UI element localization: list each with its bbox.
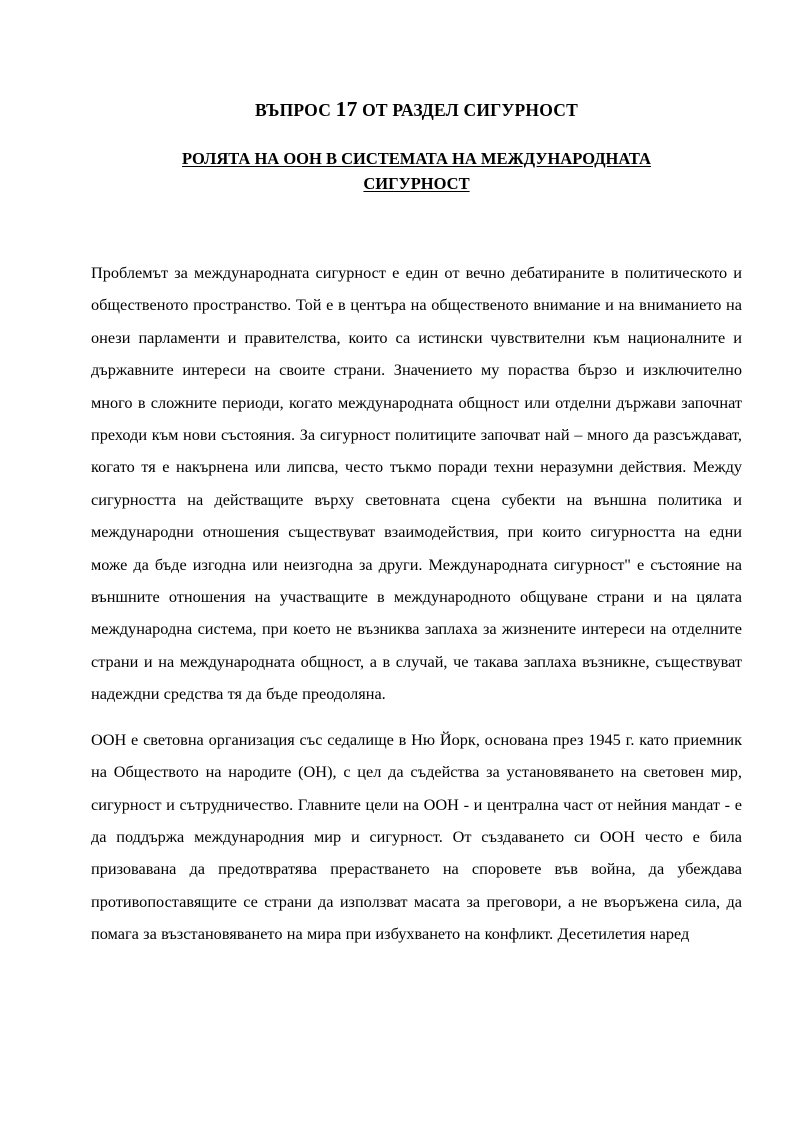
page-title-suffix: ОТ РАЗДЕЛ СИГУРНОСТ <box>362 100 578 120</box>
document-body <box>91 197 742 951</box>
page-subtitle-line-1: РОЛЯТА НА ООН В СИСТЕМАТА НА МЕЖДУНАРОДНАТА <box>182 148 651 168</box>
document-content <box>91 0 742 951</box>
body-paragraph: Проблемът за международната сигурност е един от вечно дебатираните в политическото и общественото пространство. Той е в центъра на общественото внимание и на вниманието на онези парламенти и правителства, които са истински чувствителни към националните и държавните интереси на своите страни. Значението му пораства бързо и изключително много в сложните периоди, когато международната общност или отделни държави започнат преходи към нови състояния. За сигурност политиците започват най – много да разсъждават, когато тя е накърнена или липсва, често тъкмо поради техни неразумни действия. Между сигурността на действащите върху световната сцена субекти на външна политика и международни отношения съществуват взаимодействия, при които сигурността на едни може да бъде изгодна или неизгодна за други. Международната сигурност" е състояние на външните отношения на участващите в международното общуване страни и на цялата международна система, при което не възниква заплаха за жизнените интереси на отделните страни и на международната общност, а в случай, че такава заплаха възникне, съществуват надеждни средства тя да бъде преодоляна. <box>91 263 742 704</box>
page-title-number: 17 <box>335 97 358 121</box>
page-title-prefix: ВЪПРОС <box>255 100 332 120</box>
page-title <box>91 0 742 123</box>
page-subtitle <box>91 123 742 197</box>
body-paragraph: ООН е световна организация със седалище в Ню Йорк, основана през 1945 г. като приемник на Обществото на народите (ОН), с цел да съдейства за установяването на световен мир, сигурност и сътрудничество. Главните цели на ООН - и централна част от нейния мандат - е да поддържа международния мир и сигурност. От създаването си ООН често е била призовавана да предотвратява прерастването на споровете във война, да убеждава противопоставящите се страни да използват масата за преговори, а не въоръжена сила, да помага за възстановяването на мира при избухването на конфликт. Десетилетия наред <box>91 729 742 944</box>
page-subtitle-line-2: СИГУРНОСТ <box>363 174 470 194</box>
